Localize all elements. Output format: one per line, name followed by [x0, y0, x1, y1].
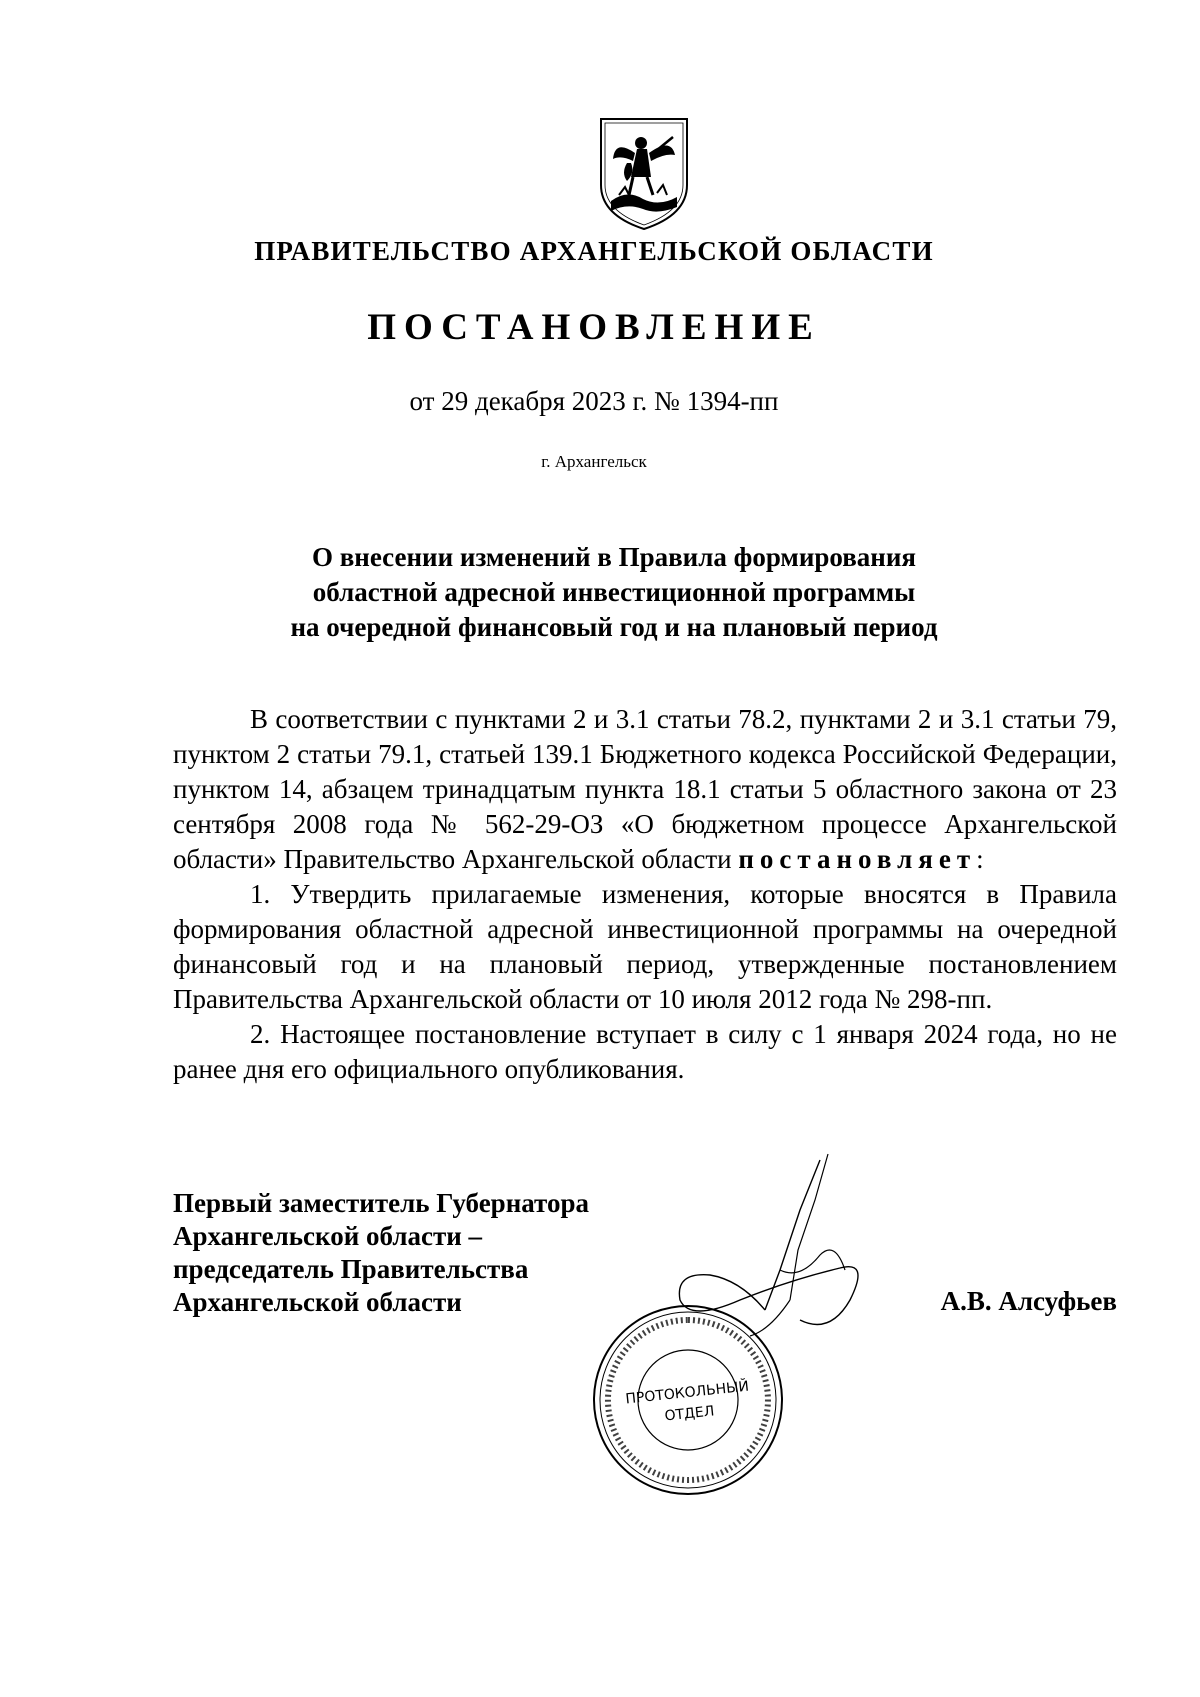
position-line: председатель Правительства: [173, 1254, 529, 1284]
document-body: [173, 702, 1117, 1087]
coat-of-arms-icon: [597, 115, 691, 233]
item-paragraph: 2. Настоящее постановление вступает в силу с 1 января 2024 года, но не ранее дня его официального опубликования.: [173, 1019, 1117, 1084]
decree-word: постановляет: [738, 844, 977, 874]
item-paragraph: 1. Утвердить прилагаемые изменения, которые вносятся в Правила формирования областной адресной инвестиционной программы на очередной финансовый год и на плановый период, утвержденные постановлением Правительства Архангельской области от 10 июля 2012 года № 298-пп.: [173, 879, 1117, 1014]
document-subject: [240, 540, 988, 645]
stamp-center-line1: ПРОТОКОЛЬНЫЙ: [624, 1378, 750, 1408]
document-type: ПОСТАНОВЛЕНИЕ: [367, 307, 821, 348]
document-date-number: от 29 декабря 2023 г. № 1394-пп: [409, 386, 779, 416]
subject-line: на очередной финансовый год и на плановый период: [290, 612, 938, 642]
organization-title: ПРАВИТЕЛЬСТВО АРХАНГЕЛЬСКОЙ ОБЛАСТИ: [254, 236, 934, 266]
subject-line: областной адресной инвестиционной программы: [312, 577, 916, 607]
subject-line: О внесении изменений в Правила формирования: [311, 542, 917, 572]
stamp-center-line2: ОТДЕЛ: [663, 1403, 716, 1425]
document-city: г. Архангельск: [541, 452, 647, 471]
position-line: Архангельской области: [173, 1287, 462, 1317]
round-seal-icon: [588, 1300, 788, 1500]
signatory-name: А.В. Алсуфьев: [940, 1286, 1117, 1316]
position-line: Архангельской области –: [173, 1221, 483, 1251]
preamble-paragraph: [173, 702, 1117, 877]
position-line: Первый заместитель Губернатора: [173, 1188, 589, 1218]
decree-colon: :: [976, 844, 984, 874]
preamble-text: В соответствии с пунктами 2 и 3.1 статьи 78.2, пунктами 2 и 3.1 статьи 79, пунктом 2 статьи 79.1, статьей 139.1 Бюджетного кодекса Российской Федерации, пунктом 14, абзацем тринадцатым пункта 18.1 статьи 5 областного закона от 23 сентября 2008 года № 562-29-ОЗ «О бюджетном процессе Архангельской области» Правительство Архангельской области: [173, 704, 1117, 874]
